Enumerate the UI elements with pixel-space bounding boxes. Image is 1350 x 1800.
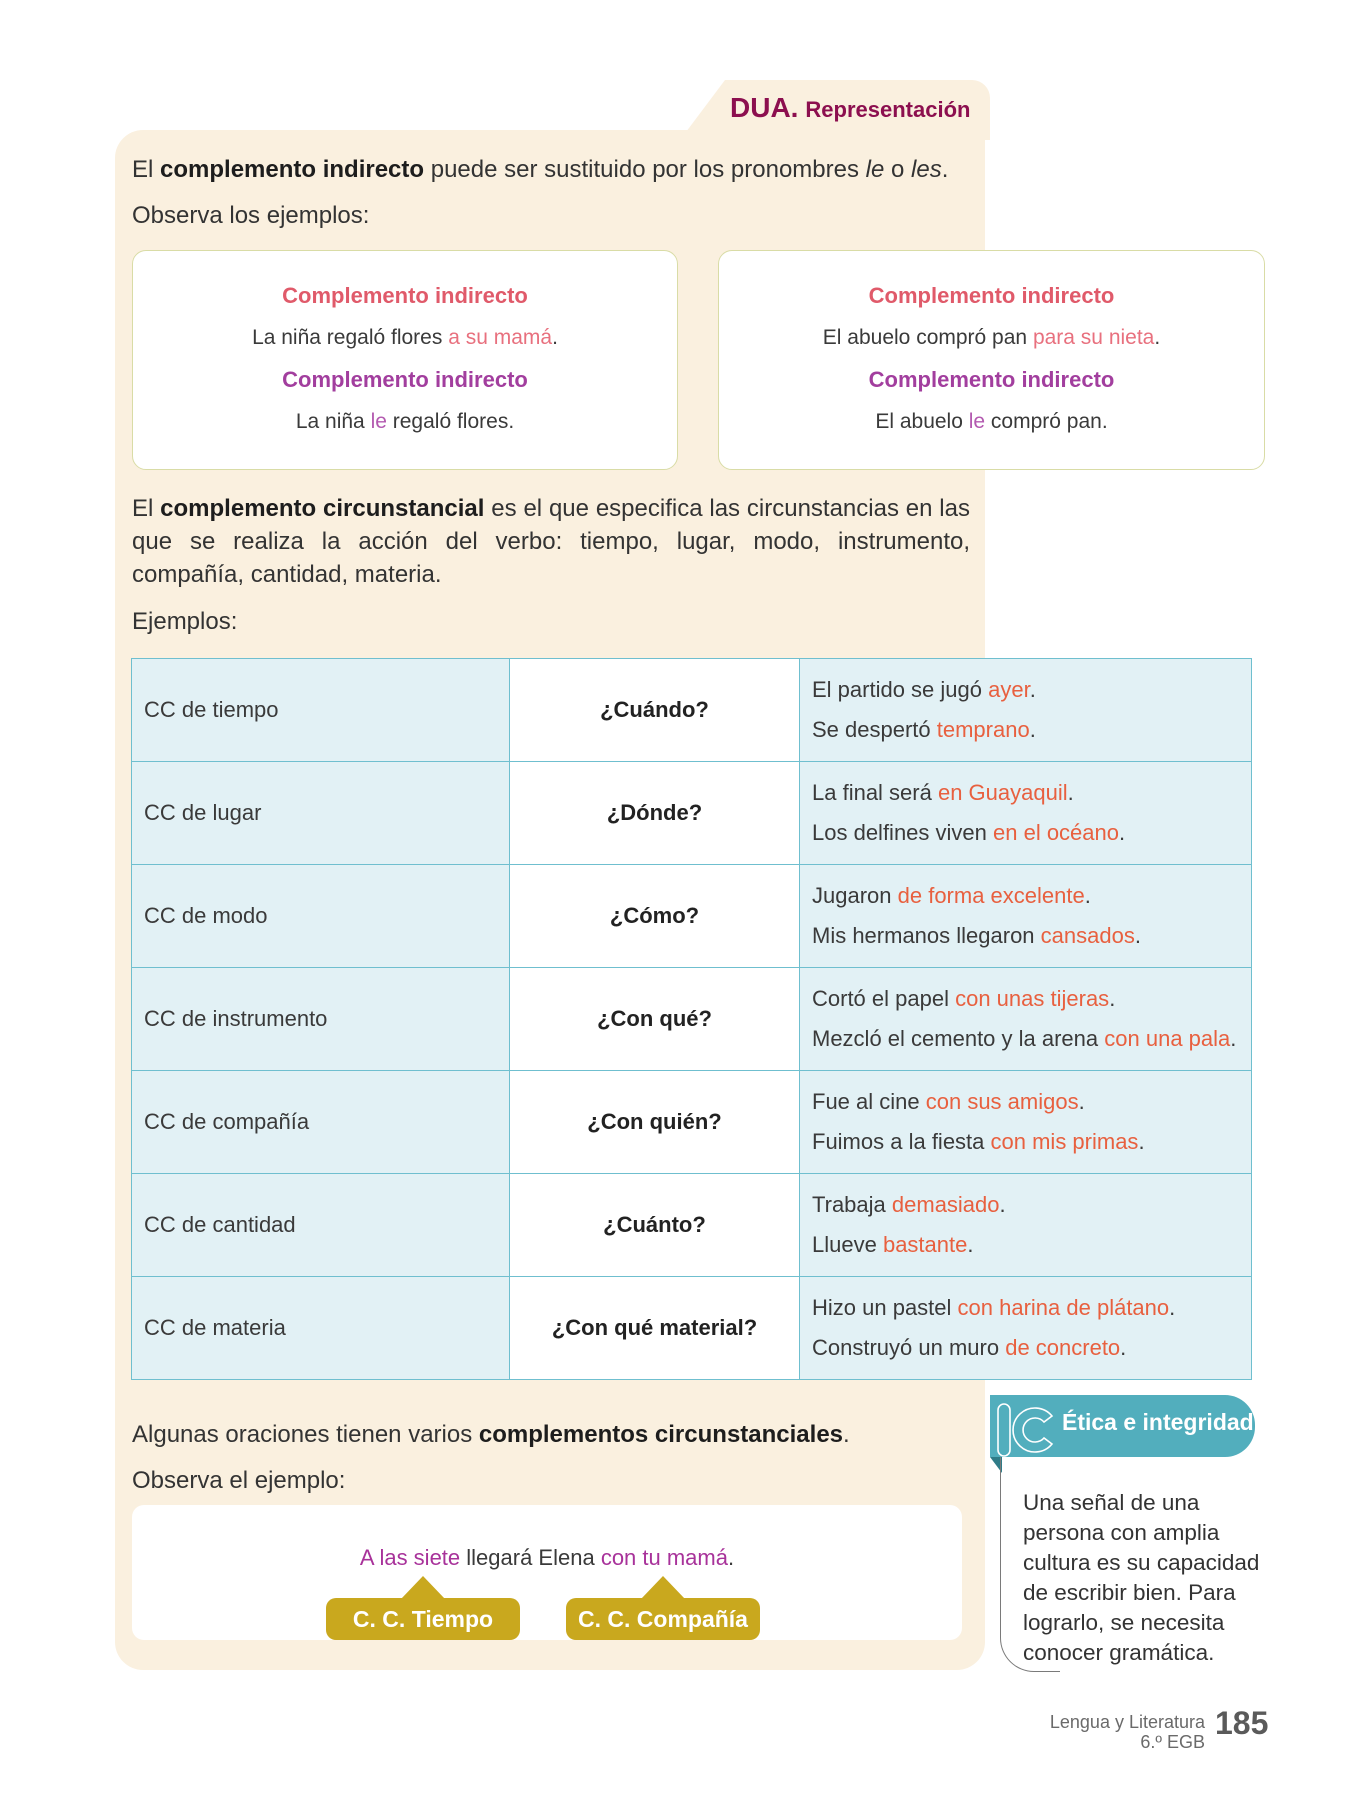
multi-bold: complementos circunstanciales [478,1421,844,1448]
multi-text [132,1418,972,1451]
cc-question-cell: ¿Cómo? [510,865,800,968]
example-line [812,876,1250,916]
highlighted-complement: temprano [936,717,1030,742]
sentence-part: . [552,326,558,349]
sentence-part: . [999,1192,1006,1217]
cc-examples-cell [800,865,1252,968]
example-heading: Complemento indirecto [282,283,528,308]
sentence-part: El abuelo compró pan [822,326,1033,349]
sentence-part: Llueve [812,1232,883,1257]
sentence-part: El abuelo [875,410,969,433]
intro-pronoun-les: les [911,156,942,183]
example-sentence [719,407,1264,437]
sentence-part: . [1120,1335,1127,1360]
example-line [812,773,1250,813]
cc-examples-cell [800,659,1252,762]
tag-cc-tiempo: C. C. Tiempo [326,1598,520,1640]
highlighted-complement: ayer [988,677,1030,702]
cc-rest: es el que especifica las circunstancias en las que se realiza la acción del verbo: tiempo, lugar, modo, instrumento, compañía, cantidad, materia. [132,495,970,588]
cc-type-cell: CC de tiempo [132,659,510,762]
sentence-part: . [1169,1295,1176,1320]
table-row [132,1277,1252,1380]
example-line [812,1019,1250,1059]
highlighted-complement: con unas tijeras [955,986,1110,1011]
intro-pronoun-le: le [865,156,885,183]
sentence-part: llegará Elena [460,1545,601,1570]
table-row [132,968,1252,1071]
cc-question-cell: ¿Cuánto? [510,1174,800,1277]
table-row [132,762,1252,865]
sentence-part: . [1154,326,1161,349]
cc-question-cell: ¿Con qué? [510,968,800,1071]
example-box-2 [718,250,1265,470]
cc-type-cell: CC de compañía [132,1071,510,1174]
example-heading: Complemento indirecto [868,283,1115,308]
dua-heading [730,92,970,124]
cc-examples-cell [800,968,1252,1071]
example-line [812,916,1250,956]
highlighted-complement: cansados [1040,923,1135,948]
footer-grade: 6.º EGB [1140,1732,1205,1752]
highlighted-complement: para su nieta [1032,326,1155,349]
dua-prefix: DUA. [730,92,799,123]
cc-question-cell: ¿Dónde? [510,762,800,865]
highlighted-complement: de forma excelente [897,883,1085,908]
footer-subject-name: Lengua y Literatura [1049,1712,1205,1732]
highlight-time: A las siete [359,1545,461,1570]
example-heading: Complemento indirecto [868,367,1115,392]
sentence-part: . [1109,986,1116,1011]
sentence-part: . [1138,1129,1145,1154]
highlighted-complement: con harina de plátano [957,1295,1170,1320]
sentence-part: Trabaja [812,1192,892,1217]
cc-bold: complemento circunstancial [160,495,485,522]
sentence-part: Hizo un pastel [812,1295,958,1320]
sentence-part: Jugaron [812,883,898,908]
example-line [812,1328,1250,1368]
example-line [812,1185,1250,1225]
cc-question-cell: ¿Con qué material? [510,1277,800,1380]
cc-definition [132,492,970,591]
example-line [812,710,1250,750]
example-line [812,813,1250,853]
tag-cc-compania: C. C. Compañía [566,1598,760,1640]
highlighted-complement: con una pala [1104,1026,1231,1051]
cc-type-cell: CC de cantidad [132,1174,510,1277]
multi-example-sentence [132,1545,962,1571]
sentence-part: . [1029,677,1036,702]
table-row [132,1174,1252,1277]
sentence-part: . [1230,1026,1237,1051]
sentence-part: Se despertó [812,717,937,742]
intro-or: o [884,156,912,183]
callout-text: Una señal de una persona con amplia cultura es su capacidad de escribir bien. Para lograrlo, se necesita conocer gramática. [1023,1490,1260,1665]
cc-type-cell: CC de instrumento [132,968,510,1071]
sentence-part: . [967,1232,974,1257]
sentence-part: . [727,1545,735,1570]
examples-label: Ejemplos: [132,608,238,635]
sentence-part: . [1078,1089,1085,1114]
sentence-part: . [1029,717,1036,742]
highlighted-complement: en el océano [993,820,1119,845]
intro-mid: puede ser sustituido por los pronombres [424,156,866,183]
intro-text [132,153,972,186]
highlighted-complement: con mis primas [990,1129,1139,1154]
callout-title: Ética e integridad [1062,1409,1254,1435]
sentence-part: . [1134,923,1141,948]
highlighted-pronoun: le [370,410,387,433]
sentence-part: compró pan. [985,410,1108,433]
sentence-part: Construyó un muro [812,1335,1006,1360]
example-line [812,670,1250,710]
example-box-1 [132,250,678,470]
sentence-part: El partido se jugó [812,677,989,702]
intro-observe: Observa los ejemplos: [132,202,370,229]
cc-type-cell: CC de materia [132,1277,510,1380]
sentence-part: regaló flores. [386,410,515,433]
sentence-part: . [1119,820,1126,845]
cc-type-cell: CC de lugar [132,762,510,865]
sentence-part: La niña [295,410,371,433]
sentence-part: La niña regaló flores [252,326,449,349]
example-line [812,1082,1250,1122]
cc-examples-cell [800,1174,1252,1277]
sentence-part: Fuimos a la fiesta [812,1129,991,1154]
example-sentence [719,323,1264,353]
example-line [812,979,1250,1019]
cc-type-cell: CC de modo [132,865,510,968]
table-row [132,659,1252,762]
page-number: 185 [1215,1705,1269,1741]
cc-examples-cell [800,1277,1252,1380]
multi-example-box [132,1505,962,1640]
sentence-part: Cortó el papel [812,986,956,1011]
highlighted-complement: en Guayaquil [937,780,1068,805]
footer-subject [1050,1712,1205,1752]
intro-end: . [941,156,949,183]
example-line [812,1225,1250,1265]
intro-bold: complemento indirecto [160,156,425,183]
callout-border [1000,1457,1001,1637]
highlighted-complement: de concreto [1005,1335,1121,1360]
cc-examples-cell [800,1071,1252,1174]
sentence-part: Fue al cine [812,1089,926,1114]
highlight-company: con tu mamá [600,1545,728,1570]
example-sentence [133,323,677,353]
ic-logo-icon [992,1400,1062,1460]
highlighted-complement: demasiado [891,1192,1000,1217]
sentence-part: . [1084,883,1091,908]
cc-question-cell: ¿Cuándo? [510,659,800,762]
highlighted-complement: con sus amigos [925,1089,1079,1114]
sentence-part: Mezcló el cemento y la arena [812,1026,1105,1051]
sentence-part: . [1067,780,1074,805]
example-heading: Complemento indirecto [282,367,528,392]
intro-pre: El [132,156,161,183]
multi-observe: Observa el ejemplo: [132,1467,346,1494]
table-row [132,865,1252,968]
cc-question-cell: ¿Con quién? [510,1071,800,1174]
sentence-part: La final será [812,780,938,805]
example-sentence [133,407,677,437]
example-line [812,1288,1250,1328]
highlighted-pronoun: le [968,410,986,433]
sentence-part: Mis hermanos llegaron [812,923,1041,948]
cc-examples-cell [800,762,1252,865]
table-row [132,1071,1252,1174]
multi-end: . [843,1421,850,1448]
sentence-part: Los delfines viven [812,820,993,845]
cc-table [131,658,1252,1380]
highlighted-complement: bastante [882,1232,968,1257]
multi-pre: Algunas oraciones tienen varios [132,1421,479,1448]
example-line [812,1122,1250,1162]
dua-title: Representación [805,97,971,122]
highlighted-complement: a su mamá [448,326,553,349]
cc-pre: El [132,495,161,522]
